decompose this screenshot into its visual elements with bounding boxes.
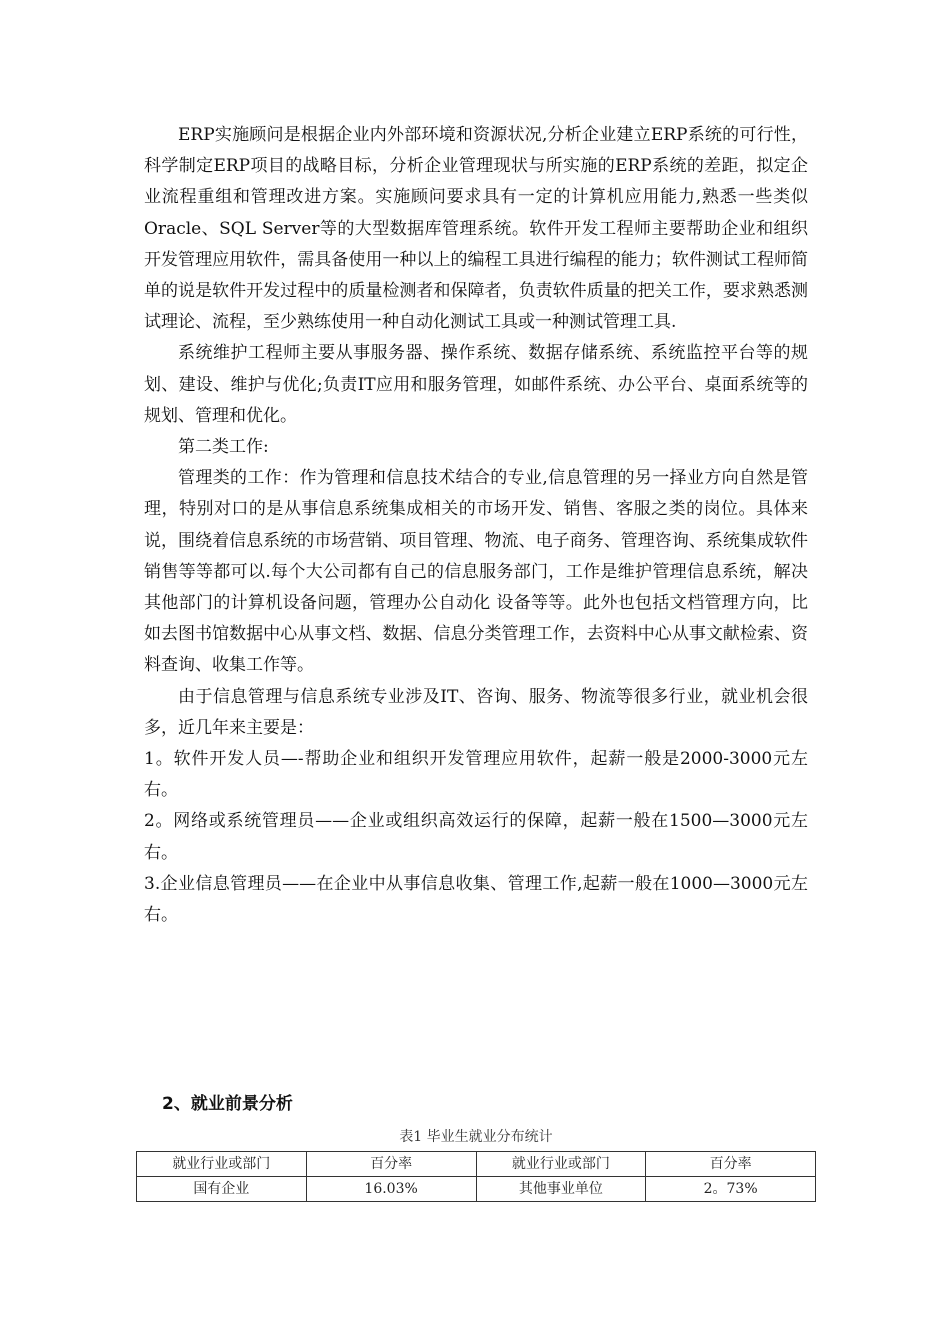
table-header-cell: 百分率 <box>646 1152 816 1177</box>
table-header-cell: 就业行业或部门 <box>137 1152 307 1177</box>
table-cell: 16.03% <box>306 1177 476 1202</box>
table-cell: 国有企业 <box>137 1177 307 1202</box>
paragraph-erp-consultant: ERP实施顾问是根据企业内外部环境和资源状况,分析企业建立ERP系统的可行性，科学制定ERP项目的战略目标，分析企业管理现状与所实施的ERP系统的差距，拟定企业流程重组和管理改进方案。实施顾问要求具有一定的计算机应用能力,熟悉一些类似Oracle、SQL Server等的大型数据库管理系统。软件开发工程师主要帮助企业和组织开发管理应用软件，需具备使用一种以上的编程工具进行编程的能力；软件测试工程师简单的说是软件开发过程中的质量检测者和保障者，负责软件质量的把关工作，要求熟悉测试理论、流程，至少熟练使用一种自动化测试工具或一种测试管理工具. <box>144 125 808 333</box>
list-item-network-admin: 2。网络或系统管理员——企业或组织高效运行的保障，起薪一般在1500—3000元左右。 <box>144 811 808 863</box>
paragraph-employment-intro: 由于信息管理与信息系统专业涉及IT、咨询、服务、物流等很多行业，就业机会很多，近几年来主要是： <box>144 686 808 738</box>
section-heading: 2、就业前景分析 <box>162 1094 293 1114</box>
table-cell: 其他事业单位 <box>476 1177 646 1202</box>
body-text <box>144 120 808 931</box>
employment-distribution-table <box>136 1151 816 1202</box>
table-header-row <box>137 1152 816 1177</box>
paragraph-management-work: 管理类的工作：作为管理和信息技术结合的专业,信息管理的另一择业方向自然是管 理，特别对口的是从事信息系统集成相关的市场开发、销售、客服之类的岗位。具体来说，围绕着信息系统的市场营销、项目管理、物流、电子商务、管理咨询、系统集成软件销售等等都可以.每个大公司都有自己的信息服务部门，工作是维护管理信息系统，解决其他部门的计算机设备问题，管理办公自动化 设备等等。此外也包括文档管理方向，比如去图书馆数据中心从事文档、数据、信息分类管理工作，去资料中心从事文献检索、资料查询、收集工作等。 <box>144 468 808 676</box>
table-cell: 2。73% <box>646 1177 816 1202</box>
table-header-cell: 百分率 <box>306 1152 476 1177</box>
table-header-cell: 就业行业或部门 <box>476 1152 646 1177</box>
paragraph-system-maintenance: 系统维护工程师主要从事服务器、操作系统、数据存储系统、系统监控平台等的规划、建设、维护与优化;负责IT应用和服务管理，如邮件系统、办公平台、桌面系统等的规划、管理和优化。 <box>144 343 808 426</box>
table-row <box>137 1177 816 1202</box>
paragraph-second-category: 第二类工作: <box>178 437 269 458</box>
list-item-info-manager: 3.企业信息管理员——在企业中从事信息收集、管理工作,起薪一般在1000—3000元左右。 <box>144 873 808 926</box>
list-item-software-developer: 1。软件开发人员—-帮助企业和组织开发管理应用软件，起薪一般是2000-3000元左右。 <box>144 749 808 801</box>
table-caption: 表1 毕业生就业分布统计 <box>399 1129 553 1145</box>
